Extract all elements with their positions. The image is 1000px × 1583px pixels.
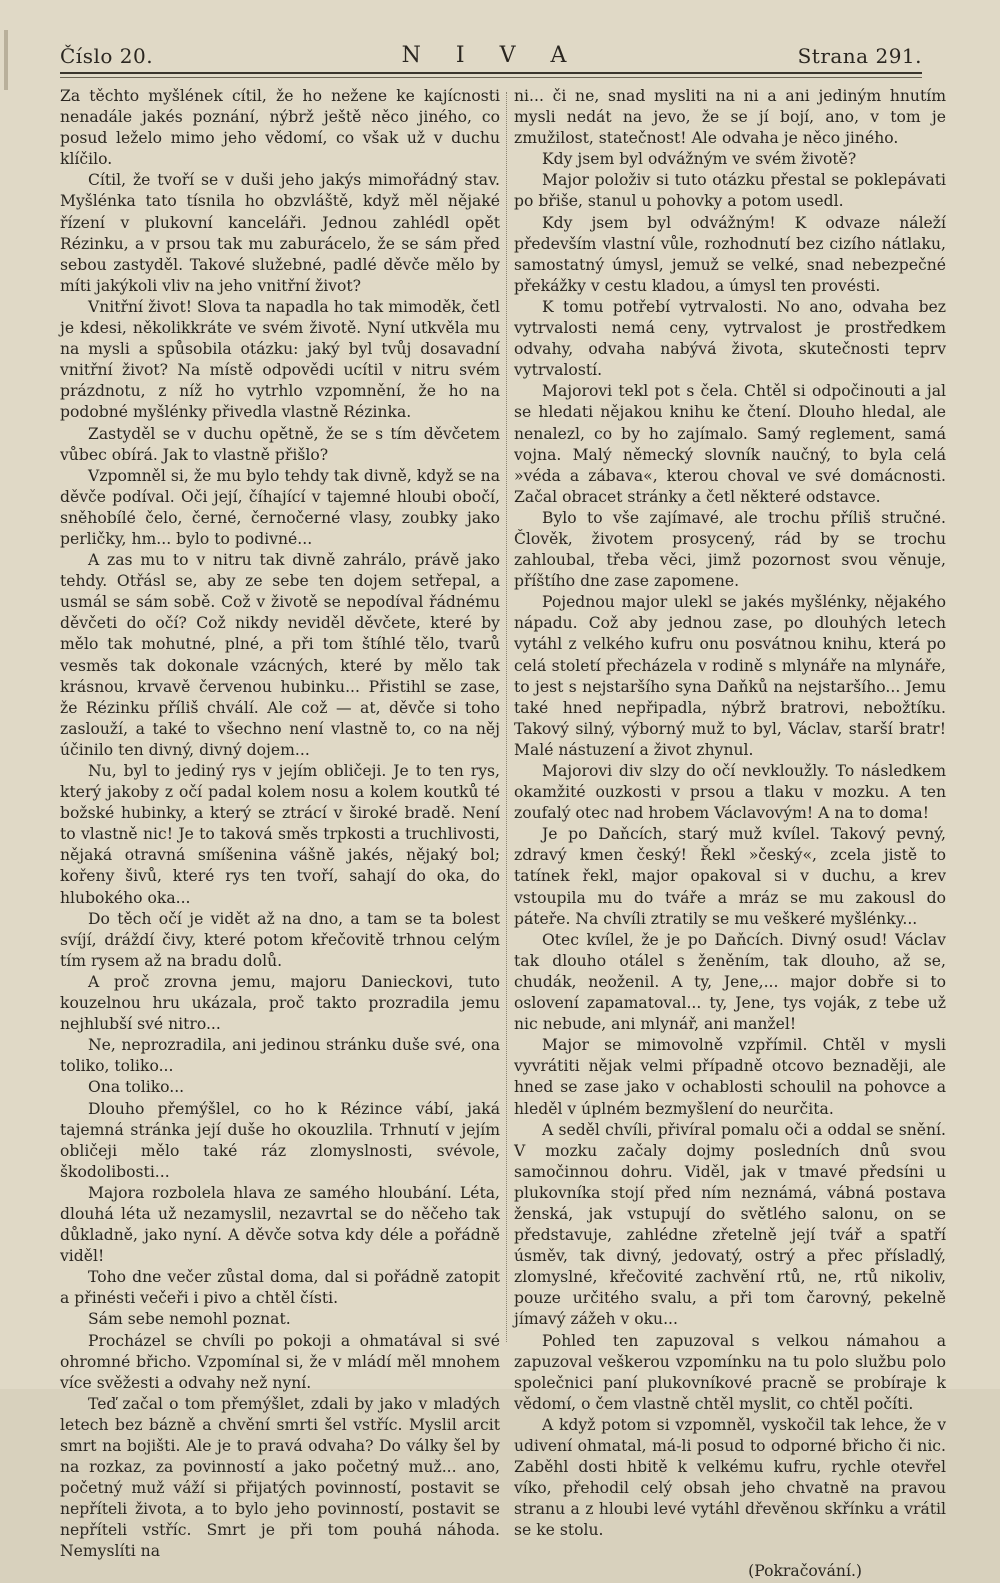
paragraph: Procházel se chvíli po pokoji a ohmatával si své ohromné břicho. Vzpomínal si, že v mládí měl mnohem více svěžesti a odvahy než nyní. [60, 1331, 500, 1392]
paragraph: Vzpomněl si, že mu bylo tehdy tak divně, když se na děvče podíval. Oči její, číhající v tajemné hloubi obočí, sněhobílé čelo, černé, černočerné vlasy, zoubky jako perličky, hm... bylo to podivné... [60, 466, 500, 548]
paragraph: Kdy jsem byl odvážným ve svém životě? [542, 150, 857, 169]
paragraph: ni... či ne, snad mysliti na ni a ani jediným hnutím mysli nedát na jevo, že se jí bojí, ano, v tom je zmužilost, statečnost! Ale odvaha je něco jiného. [514, 87, 946, 148]
paragraph: Kdy jsem byl odvážným! K odvaze náleží především vlastní vůle, rozhodnutí bez cizího nátlaku, samostatný úmysl, jemuž se velké, snad nebezpečné překážky v cestu kladou, a úmysl ten provésti. [514, 213, 946, 295]
page-edge-mark [4, 30, 8, 90]
paragraph: A když potom si vzpomněl, vyskočil tak lehce, že v udivení ohmatal, má-li posud to odporné břicho či nic. Zaběhl dosti hbitě k velkému kufru, rychle otevřel víko, přehodil celý obsah jeho chvatně na pravou stranu a z hloubi levé vytáhl dřevěnou skřínku a vrátil se ke stolu. [514, 1415, 946, 1540]
paragraph: Pohled ten zapuzoval s velkou námahou a zapuzoval veškerou vzpomínku na tu polo službu polo společnici paní plukovníkové pracně se probíraje k vědomí, o čem vlastně chtěl myslit, co chtěl počíti. [514, 1331, 946, 1413]
paragraph: Cítil, že tvoří se v duši jeho jakýs mimořádný stav. Myšlénka tato tísnila ho obzvláště, když měl nějaké řízení v plukovní kanceláři. Jednou zahlédl opět Rézinku, a v prsou tak mu zaburácelo, že se sám před sebou zastyděl. Takové služebné, padlé děvče mělo by míti jakýkoli vliv na jeho vnitřní život? [60, 171, 500, 295]
paragraph: Majorovi div slzy do očí nevkloužly. To následkem okamžité ouzkosti v prsou a tlaku v mozku. A ten zoufalý otec nad hrobem Václavovým! A na to doma! [514, 762, 946, 823]
page-number: Strana 291. [797, 44, 922, 68]
paragraph: Pojednou major ulekl se jakés myšlénky, nějakého nápadu. Což aby jednou zase, po dlouhých letech vytáhl z velkého kufru onu posvátnou knihu, která po celá století přecházela v rodině s mlynáře na mlynáře, to jest s nejstaršího syna Daňků na nejstaršího... Jemu také hned nepřipadla, nýbrž bratrovi, nebožtíku. Takový silný, výborný muž to byl, Václav, starší bratr! Malé nástuzení a život zhynul. [514, 593, 946, 759]
issue-number: Číslo 20. [60, 44, 154, 68]
paragraph: Nu, byl to jediný rys v jejím obličeji. Je to ten rys, který jakoby z očí padal kolem nosu a kolem koutků té božské hubinky, a který se ztrácí v široké bradě. Není to vlastně nic! Je to taková směs trpkosti a truchlivosti, nějaká otravná smíšenina vášně jakés, nějaký bol; kořeny šivů, které rys ten tvoří, sahají do oka, do hlubokého oka... [60, 762, 500, 907]
column-divider [506, 92, 507, 1342]
paragraph: Toho dne večer zůstal doma, dal si pořádně zatopit a přinésti večeři i pivo a chtěl čísti. [60, 1268, 500, 1308]
continuation-note: (Pokračování.) [748, 1562, 862, 1581]
paragraph: Majorovi tekl pot s čela. Chtěl si odpočinouti a jal se hledati nějakou knihu ke čtení. Dlouho hledal, ale nenalezl, co by ho zajímalo. Samý reglement, samá vojna. Malý německý slovník naučný, to byla celá »véda a zábava«, kterou choval ve své domácnosti. Začal obracet stránky a četl některé odstavce. [514, 382, 946, 506]
paragraph: Vnitřní život! Slova ta napadla ho tak mimoděk, četl je kdesi, několikkráte ve svém životě. Nyní utkvěla mu na mysli a spůsobila otázku: jaký byl tvůj dosavadní vnitřní život? Na místě odpovědi ucítil v nitru svém prázdnotu, z níž ho vytrhlo vzpomnění, že ho na podobné myšlénky přivedla vlastně Rézinka. [60, 297, 500, 422]
paragraph: Za těchto myšlének cítil, že ho nežene ke kajícnosti nenadále jakés poznání, nýbrž ještě něco jiného, co posud leželo mimo jeho vědomí, co však už v duchu klíčilo. [60, 87, 500, 169]
magazine-title: N I V A [401, 43, 581, 68]
header-rule-thick [60, 72, 922, 74]
header-rule-thin [60, 77, 922, 78]
paragraph: Bylo to vše zajímavé, ale trochu příliš stručné. Člověk, životem prosycený, rád by se trochu zahloubal, třeba věci, jimž pozornost svou věnuje, příštího dne zase zapomene. [514, 508, 946, 591]
paragraph: Je po Daňcích, starý muž kvílel. Takový pevný, zdravý kmen český! Řekl »český«, zcela jistě to tatínek řekl, major opakoval si v duchu, a krev vstoupila mu do tváře a mráz se mu zakousl do páteře. Na chvíli ztratily se mu veškeré myšlénky... [514, 825, 946, 928]
left-column [60, 86, 500, 1563]
right-column [514, 86, 946, 1583]
paragraph: K tomu potřebí vytrvalosti. No ano, odvaha bez vytrvalosti nemá ceny, vytrvalost je prostředkem odvahy, odvaha nabývá života, skutečnosti teprv vytrvalostí. [514, 297, 946, 380]
paragraph: Dlouho přemýšlel, co ho k Rézince vábí, jaká tajemná stránka její duše ho okouzlila. Trhnutí v jejím obličeji mělo také ráz zlomyslnosti, svévole, škodolibosti... [60, 1099, 500, 1181]
paragraph: A proč zrovna jemu, majoru Danieckovi, tuto kouzelnou hru ukázala, proč takto prozradila jemu nejhlubší své nitro... [60, 972, 500, 1034]
paragraph: A zas mu to v nitru tak divně zahrálo, právě jako tehdy. Otřásl se, aby ze sebe ten dojem setřepal, a usmál se sám sobě. Což v životě se nepodíval řádnému děvčeti do očí? Což nikdy neviděl děvčete, které by mělo tak mohutné, plné, a při tom štíhlé tělo, tvarů vesměs tak dokonale vzácných, které by mělo tak krásnou, krvavě červenou hubinku... Přistihl se zase, že Rézinku příliš chválí. Ale což — at, děvče si toho zaslouží, a také to všechno není vlastně to, co na něj účinilo ten divný, divný dojem... [60, 551, 500, 759]
paragraph: Otec kvílel, že je po Daňcích. Divný osud! Václav tak dlouho otálel s ženěním, tak dlouho, až se, chudák, neoženil. A ty, Jene,... major dobře si to oslovení zapamatoval... ty, Jene, tys voják, z tebe už nic nebude, ani mlynář, ani manžel! [514, 930, 946, 1034]
paragraph: Majora rozbolela hlava ze samého hloubání. Léta, dlouhá léta už nezamyslil, nezavrtal se do něčeho tak důkladně, jako nyní. A děvče sotva kdy déle a pořádně viděl! [60, 1183, 500, 1266]
paragraph: Sám sebe nemohl poznat. [88, 1310, 291, 1329]
paragraph: Major se mimovolně vzpřímil. Chtěl v mysli vyvrátiti nějak velmi případně otcovo beznaději, ale hned se zase jako v ochablosti schoulil na pohovce a hleděl v úplném bezmyšlení do neurčita. [514, 1036, 946, 1118]
paragraph: Major položiv si tuto otázku přestal se poklepávati po břiše, stanul u pohovky a potom usedl. [514, 171, 946, 211]
paragraph: Do těch očí je vidět až na dno, a tam se ta bolest svíjí, dráždí čivy, které potom křečovitě trhnou celým tím rysem až na bradu dolů. [60, 909, 500, 970]
page-header [60, 28, 922, 68]
paragraph: A seděl chvíli, přivíral pomalu oči a oddal se snění. V mozku začaly dojmy posledních dnů svou samočinnou dohru. Viděl, jak v tmavé předsíni u plukovníka stojí před ním neznámá, vábná postava ženská, jak vstupují do světlého salonu, on se představuje, zahlédne zřetelně její tvář a spatří úsměv, tak divný, jedovatý, ostrý a přec přísladlý, zlomyslné, křečovité zachvění rtů, ne, rtů nikoliv, pouze určitého svalu, a při tom čarovný, pekelně jímavý zážeh v oku... [514, 1120, 946, 1329]
paragraph: Zastyděl se v duchu opětně, že se s tím děvčetem vůbec obírá. Jak to vlastně přišlo? [60, 424, 500, 464]
paragraph: Ona toliko... [88, 1078, 185, 1097]
paragraph: Ne, neprozradila, ani jedinou stránku duše své, ona toliko, toliko... [60, 1036, 500, 1076]
paragraph: Teď začal o tom přemýšlet, zdali by jako v mladých letech bez bázně a chvění smrti šel vstříc. Myslil arcit smrt na bojišti. Ale je to pravá odvaha? Do války šel by na rozkaz, za povinností a jako početný muž... ano, početný muž váží si přijatých povinností, postavit se nepříteli života, a to bylo jeho povinností, postavit se nepříteli vstříc. Smrt je při tom pouhá náhoda. Nemyslíti na [60, 1394, 500, 1561]
